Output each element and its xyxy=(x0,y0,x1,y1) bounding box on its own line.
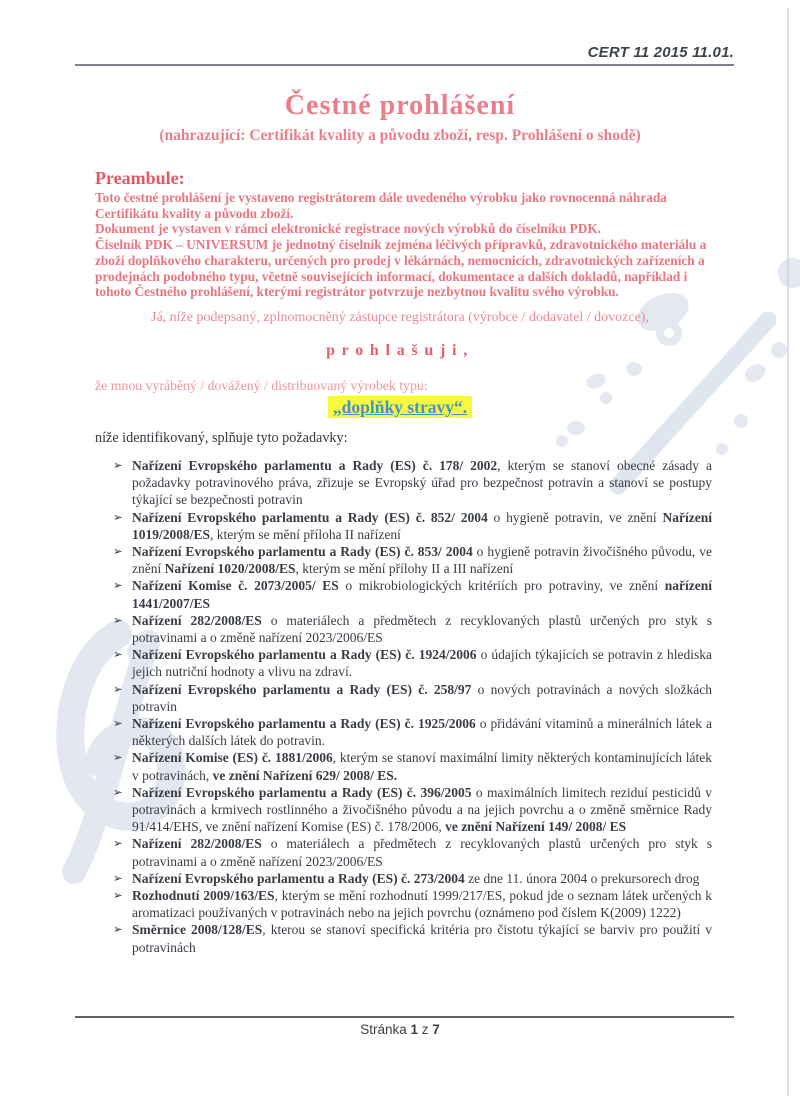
footer-page-number: 1 xyxy=(410,1022,418,1037)
list-item xyxy=(113,681,712,715)
page-title: Čestné prohlášení xyxy=(284,90,516,121)
regulation-name: Nařízení 1020/2008/ES xyxy=(164,561,296,577)
regulation-name: Směrnice 2008/128/ES xyxy=(132,922,263,938)
regulation-name: Nařízení Komise č. 2073/2005/ ES xyxy=(132,578,339,594)
list-item xyxy=(113,870,712,887)
list-item xyxy=(113,457,712,509)
requirements-list xyxy=(113,457,712,956)
arrow-bullet-icon: ➢ xyxy=(113,614,123,627)
arrow-bullet-icon: ➢ xyxy=(113,890,123,903)
list-item xyxy=(113,509,712,543)
regulation-name: Nařízení 1019/2008/ES xyxy=(132,509,713,542)
regulation-name: Nařízení Evropského parlamentu a Rady (ES) č. 1925/2006 xyxy=(132,716,476,732)
arrow-bullet-icon: ➢ xyxy=(113,460,123,472)
regulation-description: , kterým se mění příloha II nařízení xyxy=(210,526,401,542)
regulation-description: o maximálních limitech reziduí pesticidů v potravinách a krmivech rostlinného a živočišného původu a na jejich povrchu a o změně směrnice Rady 91/414/EHS, ve znění nařízení Komise (ES) č. 178/2006, xyxy=(132,784,712,835)
arrow-bullet-icon: ➢ xyxy=(113,786,123,799)
arrow-bullet-icon: ➢ xyxy=(113,872,123,885)
document-code: CERT 11 2015 11.01. xyxy=(587,44,734,61)
regulation-name: Nařízení Komise (ES) č. 1881/2006 xyxy=(132,750,333,766)
document-code-header xyxy=(75,44,734,66)
regulation-name: ve znění Nařízení 149/ 2008/ ES xyxy=(445,819,627,835)
regulation-name: Rozhodnutí 2009/163/ES xyxy=(132,888,275,904)
regulation-description: o nových potravinách a nových složkách potravin xyxy=(132,681,712,714)
regulation-name: ve znění Nařízení 629/ 2008/ ES. xyxy=(212,767,398,783)
product-type-highlight: „doplňky stravy“. xyxy=(328,396,472,418)
arrow-bullet-icon: ➢ xyxy=(113,580,123,593)
declaration-verb: prohlašuji, xyxy=(326,342,474,359)
footer-of-word: z xyxy=(421,1022,429,1037)
preamble-paragraph: Číselník PDK – UNIVERSUM je jednotný číselník zejména léčivých přípravků, zdravotnického materiálu a zboží doplňkového charakteru, určených pro prodej v lékárnách, nemocnicích, zdravotnických zařízeních a prodejnách podobného typu, včetně souvisejících informací, dokumentace a dalších dokladů, například i tohoto Čestného prohlášení, kterými registrátor potvrzuje nezbytnou kvalitu svého výrobku. xyxy=(95,237,707,300)
regulation-description: o hygieně potravin živočišného původu, ve znění xyxy=(132,544,712,577)
arrow-bullet-icon: ➢ xyxy=(113,546,123,559)
regulation-description: o materiálech a předmětech z recyklovaných plastů určených pro styk s potravinami a o změně nařízení 2023/2006/ES xyxy=(132,612,713,646)
preamble-paragraphs xyxy=(95,190,715,300)
regulation-name: Nařízení Evropského parlamentu a Rady (ES) č. 852/ 2004 xyxy=(132,509,488,525)
list-item xyxy=(113,646,712,680)
list-item xyxy=(113,543,712,577)
page-subtitle: (nahrazující: Certifikát kvality a původu zboží, resp. Prohlášení o shodě) xyxy=(159,127,641,144)
regulation-description: , kterým se mění přílohy II a III nařízení xyxy=(295,561,514,577)
list-item xyxy=(113,835,712,869)
regulation-name: nařízení 1441/2007/ES xyxy=(132,578,712,611)
regulation-description: o mikrobiologických kritériích pro potraviny, ve znění xyxy=(338,578,665,594)
regulation-description: o přidávání vitaminů a minerálních látek a některých dalších látek do potravin. xyxy=(132,716,712,749)
arrow-bullet-icon: ➢ xyxy=(113,683,123,696)
regulation-name: Nařízení Evropského parlamentu a Rady (ES) č. 396/2005 xyxy=(132,784,472,800)
regulation-description: ze dne 11. února 2004 o prekursorech drog xyxy=(464,870,700,886)
list-item xyxy=(113,887,712,921)
list-item xyxy=(113,749,712,783)
arrow-bullet-icon: ➢ xyxy=(113,511,123,524)
regulation-name: Nařízení Evropského parlamentu a Rady (ES) č. 1924/2006 xyxy=(132,647,477,663)
declaration-intro: Já, níže podepsaný, zplnomocněný zástupce registrátora (výrobce / dodavatel / dovozce), xyxy=(151,310,649,325)
regulation-name: Nařízení 282/2008/ES xyxy=(132,612,262,628)
regulation-description: , kterým se stanoví obecné zásady a požadavky potravinového práva, zřizuje se Evropský úřad pro bezpečnost potravin a stanoví se postupy týkající se bezpečnosti potravin xyxy=(132,458,712,508)
footer-label: Stránka xyxy=(360,1022,407,1037)
regulation-description: , kterým se stanoví maximální limity některých kontaminujících látek v potravinách, xyxy=(132,750,712,783)
list-item xyxy=(113,784,712,836)
regulation-name: Nařízení Evropského parlamentu a Rady (ES) č. 273/2004 xyxy=(132,870,465,886)
regulation-description: , kterou se stanoví specifická kritéria pro čistotu týkající se barviv pro použití v potravinách xyxy=(132,922,712,955)
regulation-name: Nařízení Evropského parlamentu a Rady (ES) č. 258/97 xyxy=(132,681,472,697)
regulation-name: Nařízení 282/2008/ES xyxy=(132,836,262,852)
preamble-paragraph: Toto čestné prohlášení je vystaveno registrátorem dále uvedeného výrobku jako rovnocenná náhrada Certifikátu kvality a původu zboží. xyxy=(95,190,667,221)
preamble-paragraph: Dokument je vystaven v rámci elektronické registrace nových výrobků do číselníku PDK. xyxy=(95,221,601,237)
scan-edge-artifact xyxy=(787,8,789,1096)
list-item xyxy=(113,612,712,646)
list-item xyxy=(113,577,712,611)
declaration-follow: níže identifikovaný, splňuje tyto požadavky: xyxy=(95,430,348,446)
footer-divider xyxy=(75,1016,734,1018)
regulation-description: , kterým se mění rozhodnutí 1999/217/ES, pokud jde o seznam látek určených k aromatizaci používaných v potravinách nebo na jejich povrchu (oznámeno pod číslem K(2009) 1222) xyxy=(132,888,712,921)
declaration-product-line: že mnou vyráběný / dovážený / distribuovaný výrobek typu: xyxy=(95,378,428,393)
regulation-description: o údajích týkajících se potravin z hlediska jejich nutriční hodnoty a vlivu na zdraví. xyxy=(132,647,713,680)
regulation-name: Nařízení Evropského parlamentu a Rady (ES) č. 853/ 2004 xyxy=(132,544,473,560)
list-item xyxy=(113,715,712,749)
regulation-name: Nařízení Evropského parlamentu a Rady (ES) č. 178/ 2002 xyxy=(132,458,498,473)
regulation-description: o hygieně potravin, ve znění xyxy=(487,509,663,525)
preamble-heading: Preambule: xyxy=(95,168,185,188)
product-type-wrapper xyxy=(0,397,800,418)
page-number-footer xyxy=(0,1022,800,1037)
arrow-bullet-icon: ➢ xyxy=(113,718,123,731)
arrow-bullet-icon: ➢ xyxy=(113,924,123,937)
list-item xyxy=(113,921,712,955)
footer-total-pages: 7 xyxy=(432,1022,440,1037)
regulation-description: o materiálech a předmětech z recyklovaných plastů určených pro styk s potravinami a o změně nařízení 2023/2006/ES xyxy=(132,836,713,869)
arrow-bullet-icon: ➢ xyxy=(113,752,123,765)
arrow-bullet-icon: ➢ xyxy=(113,649,123,662)
arrow-bullet-icon: ➢ xyxy=(113,838,123,851)
